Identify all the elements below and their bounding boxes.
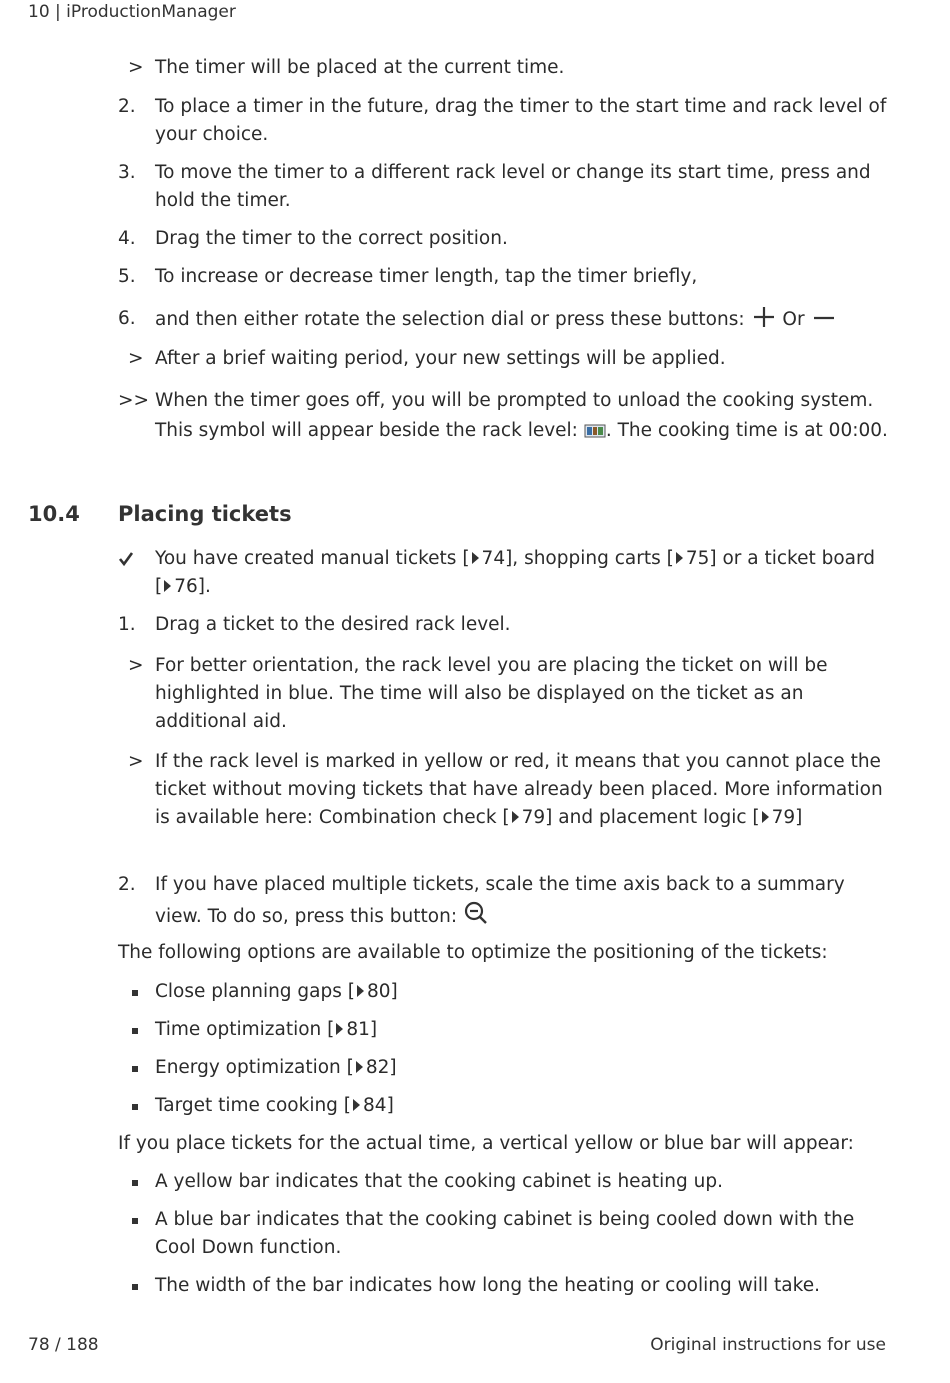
step-number: 2. (118, 96, 136, 117)
step-text (155, 305, 888, 334)
step-text: If the rack level is marked in yellow or red, it means that you cannot place the ticket without moving tickets that have already been placed. More information is available here: Combination check [ 79] and placement logic [ 79] (155, 751, 883, 828)
link-close-planning-gaps[interactable]: Close planning gaps [ (155, 981, 355, 1002)
result-marker: > (128, 57, 144, 78)
page-ref-arrow-icon (512, 811, 519, 823)
step-text: After a brief waiting period, your new settings will be applied. (155, 348, 726, 369)
link-time-optimization[interactable]: Time optimization [ (155, 1019, 335, 1040)
bullet-icon (132, 1180, 138, 1186)
step-text: The timer will be placed at the current time. (155, 57, 565, 78)
list-item: Time optimization [ 81] (118, 1016, 888, 1044)
list-item: Target time cooking [ 84] (118, 1092, 888, 1120)
bar-intro: If you place tickets for the actual time, a vertical yellow or blue bar will appear: (118, 1133, 854, 1154)
page-ref-arrow-icon (164, 580, 171, 592)
result-line (118, 748, 888, 832)
or-text: Or (782, 309, 805, 330)
step-text: Drag the timer to the correct position. (155, 228, 508, 249)
bullet-icon (132, 1284, 138, 1290)
page-number: 78 / 188 (28, 1335, 99, 1355)
section-title: Placing tickets (118, 502, 292, 526)
check-icon (118, 547, 134, 569)
link-target-time-cooking[interactable]: Target time cooking [ (155, 1095, 352, 1116)
step-item (118, 305, 888, 334)
page-ref-arrow-icon (356, 1061, 363, 1073)
step-item (118, 611, 888, 639)
step-text: Drag a ticket to the desired rack level. (155, 614, 511, 635)
step-item (118, 263, 888, 291)
page-ref-arrow-icon (336, 1023, 343, 1035)
plus-icon (751, 305, 777, 329)
prerequisite-text: You have created manual tickets [ 74], shopping carts [ 75] or a ticket board [ 76]. (155, 548, 876, 597)
bullet-icon (132, 1066, 138, 1072)
page-ref-arrow-icon (472, 552, 479, 564)
list-item: Close planning gaps [ 80] (118, 978, 888, 1006)
prerequisite-item (118, 545, 888, 601)
list-item: A blue bar indicates that the cooking cabinet is being cooled down with the Cool Down function. (118, 1206, 888, 1262)
step-number: 5. (118, 266, 136, 287)
result-line (118, 54, 888, 82)
list-item: The width of the bar indicates how long the heating or cooling will take. (118, 1272, 888, 1300)
list-item: Energy optimization [ 82] (118, 1054, 888, 1082)
page-ref-arrow-icon (762, 811, 769, 823)
result-line (118, 652, 888, 736)
step-text: To increase or decrease timer length, tap the timer briefly, (155, 266, 698, 287)
page-ref-arrow-icon (676, 552, 683, 564)
link-energy-optimization[interactable]: Energy optimization [ (155, 1057, 354, 1078)
result-marker: > (128, 348, 144, 369)
result-line (118, 345, 888, 373)
step-number: 3. (118, 162, 136, 183)
step-text-before: and then either rotate the selection dial or press these buttons: (155, 309, 745, 330)
step-text: For better orientation, the rack level you are placing the ticket on will be highlighted in blue. The time will also be displayed on the ticket as an additional aid. (155, 655, 828, 732)
page-ref-arrow-icon (357, 985, 364, 997)
step-item (118, 159, 888, 215)
step-number: 6. (118, 308, 136, 329)
final-result-line (118, 386, 888, 446)
result-marker: > (128, 751, 144, 772)
step-item (118, 225, 888, 253)
running-header: 10 | iProductionManager (28, 2, 236, 22)
footer-note: Original instructions for use (650, 1335, 886, 1355)
bullet-icon (132, 1028, 138, 1034)
result-marker: > (128, 655, 144, 676)
list-item: A yellow bar indicates that the cooking cabinet is heating up. (118, 1168, 888, 1196)
page-ref-arrow-icon (353, 1099, 360, 1111)
step-item (118, 870, 888, 932)
step-item (118, 93, 888, 149)
step-text: To move the timer to a different rack level or change its start time, press and hold the timer. (155, 162, 871, 211)
step-number: 2. (118, 874, 136, 895)
bullet-icon (132, 990, 138, 996)
minus-icon (810, 305, 838, 329)
final-result-marker: >> (118, 390, 150, 411)
step-number: 1. (118, 614, 136, 635)
zoom-out-icon (463, 900, 489, 926)
step-text: When the timer goes off, you will be prompted to unload the cooking system. This symbol will appear beside the rack level: . The cooking time is at 00:00. (155, 390, 888, 441)
options-intro: The following options are available to optimize the positioning of the tickets: (118, 942, 828, 963)
unload-rack-icon (584, 424, 606, 438)
bullet-icon (132, 1218, 138, 1224)
section-number: 10.4 (28, 502, 80, 526)
step-text: To place a timer in the future, drag the timer to the start time and rack level of your choice. (155, 96, 887, 145)
step-text: If you have placed multiple tickets, scale the time axis back to a summary view. To do so, press this button: (155, 874, 845, 927)
step-number: 4. (118, 228, 136, 249)
bullet-icon (132, 1104, 138, 1110)
